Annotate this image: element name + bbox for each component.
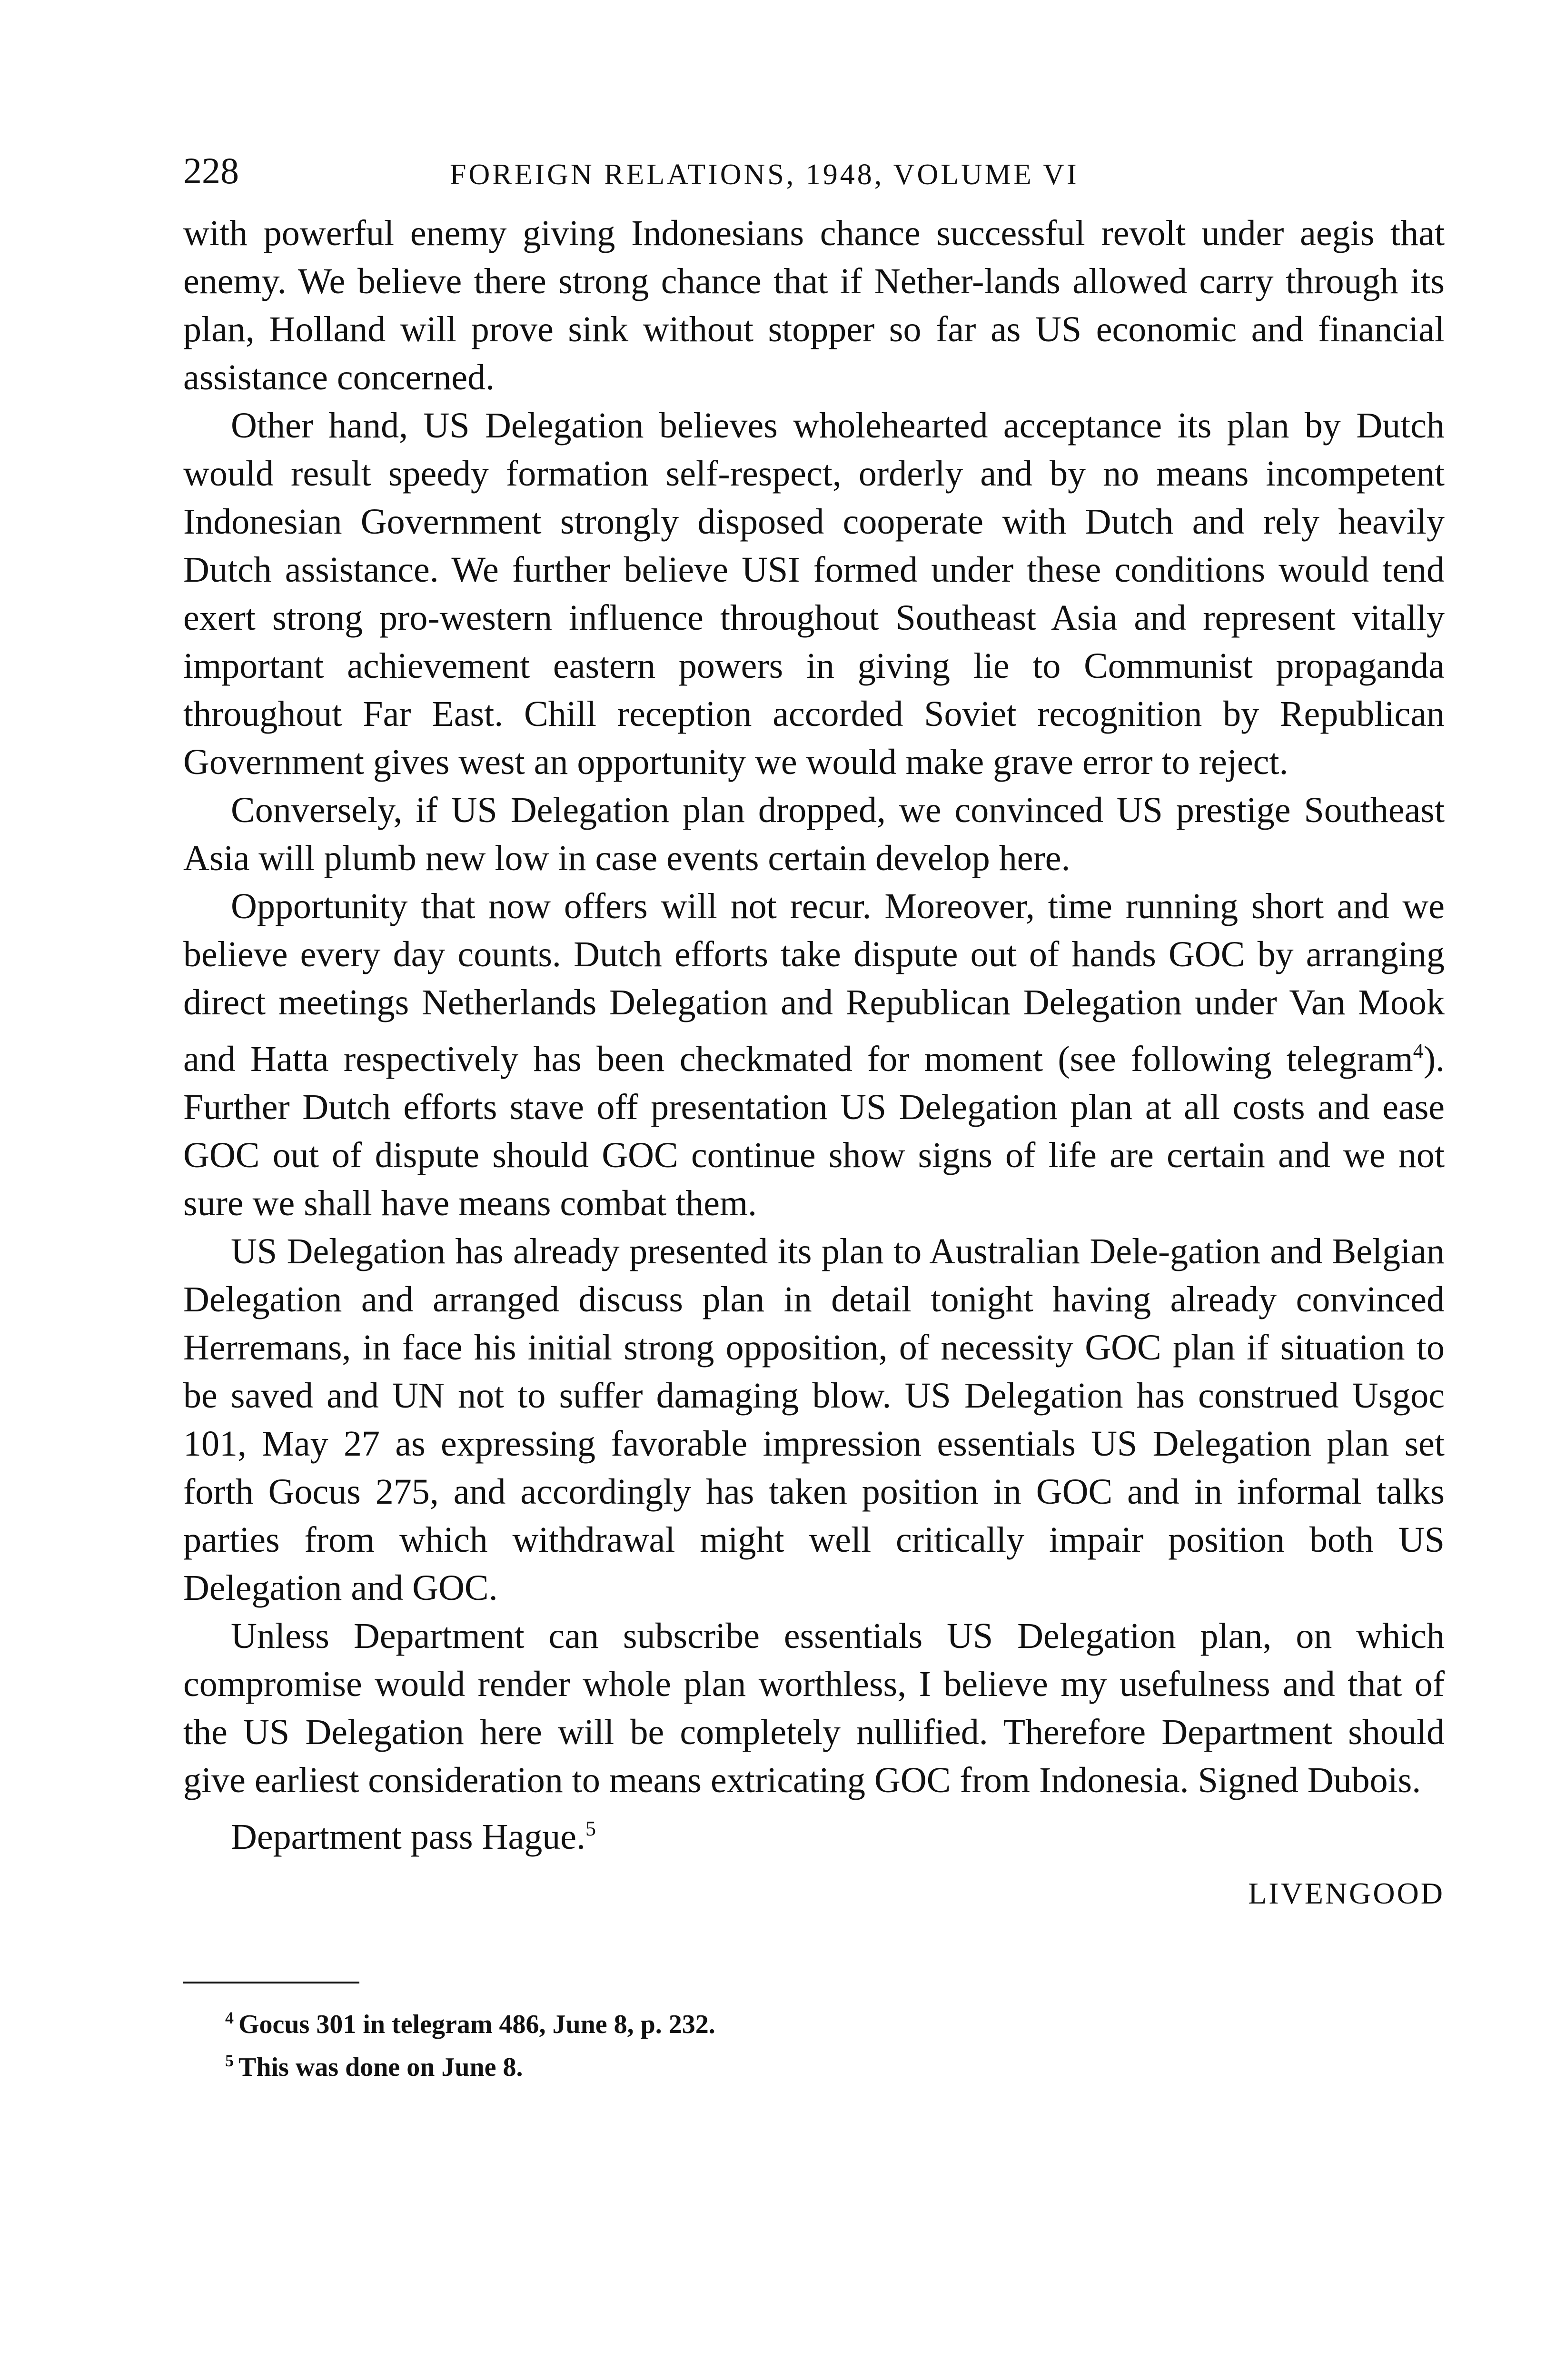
footnotes [225, 2000, 1445, 2085]
paragraph-opportunity-text: Opportunity that now offers will not recur. Moreover, time running short and we believe every day counts. Dutch efforts take dispute out of hands GOC by arranging direct meetings Netherlands Delegation and Republican Delegation under Van Mook and Hatta respectively has been checkmated for moment (see following telegram [183, 886, 1445, 1079]
footnote-text: Gocus 301 in telegram 486, June 8, p. 232. [238, 2010, 715, 2039]
footnote-mark: 4 [225, 2008, 234, 2027]
document-page [183, 152, 1445, 2085]
paragraph-unless-department: Unless Department can subscribe essentials US Delegation plan, on which compromise would render whole plan worthless, I believe my usefulness and that of the US Delegation here will be completely nullified. Therefore Department should give earliest consideration to means extricating GOC from Indonesia. Signed Dubois. [183, 1616, 1445, 1800]
paragraph-department-pass-hague [183, 1805, 1445, 1861]
paragraph-opportunity [183, 883, 1445, 1228]
paragraph-continuation: with powerful enemy giving Indonesians chance successful revolt under aegis that enemy. We believe there strong chance that if Nether-lands allowed carry through its plan, Holland will prove sink without stopper so far as US economic and financial assistance concerned. [183, 213, 1445, 397]
page-header [183, 152, 1445, 209]
footnote-separator [183, 1982, 359, 1983]
footnote-text: This was done on June 8. [238, 2053, 523, 2082]
signature: LIVENGOOD [1248, 1876, 1445, 1910]
footnote-mark: 5 [225, 2051, 234, 2070]
footnote [225, 2043, 1445, 2085]
running-head: FOREIGN RELATIONS, 1948, VOLUME VI [450, 159, 1079, 191]
paragraph-other-hand: Other hand, US Delegation believes wholehearted acceptance its plan by Dutch would result speedy formation self-respect, orderly and by no means incompetent Indonesian Government strongly disposed cooperate with Dutch and rely heavily Dutch assistance. We further believe USI formed under these conditions would tend exert strong pro-western influence throughout Southeast Asia and represent vitally important achievement eastern powers in giving lie to Communist propaganda throughout Far East. Chill reception accorded Soviet recognition by Republican Government gives west an opportunity we would make grave error to reject. [183, 406, 1445, 782]
footnote [225, 2000, 1445, 2043]
footnote-reference-5: 5 [585, 1817, 596, 1840]
paragraph-conversely: Conversely, if US Delegation plan dropped, we convinced US prestige Southeast Asia will plumb new low in case events certain develop here. [183, 790, 1445, 878]
paragraph-us-delegation: US Delegation has already presented its plan to Australian Dele-gation and Belgian Delegation and arranged discuss plan in detail tonight having already convinced Herremans, in face his initial strong opposition, of necessity GOC plan if situation to be saved and UN not to suffer damaging blow. US Delegation has construed Usgoc 101, May 27 as expressing favorable impression essentials US Delegation plan set forth Gocus 275, and accordingly has taken position in GOC and in informal talks parties from which withdrawal might well critically impair position both US Delegation and GOC. [183, 1231, 1445, 1608]
department-pass-hague-text: Department pass Hague. [231, 1817, 585, 1857]
page-number: 228 [183, 150, 239, 191]
footnote-reference-4: 4 [1413, 1039, 1424, 1062]
paragraph-opportunity-continuation: ). Further Dutch efforts stave off presentation US Delegation plan at all costs and ease GOC out of dispute should GOC continue show signs of life are certain and we not sure we shall have means combat them. [183, 1039, 1445, 1223]
telegram-body [183, 209, 1445, 1861]
